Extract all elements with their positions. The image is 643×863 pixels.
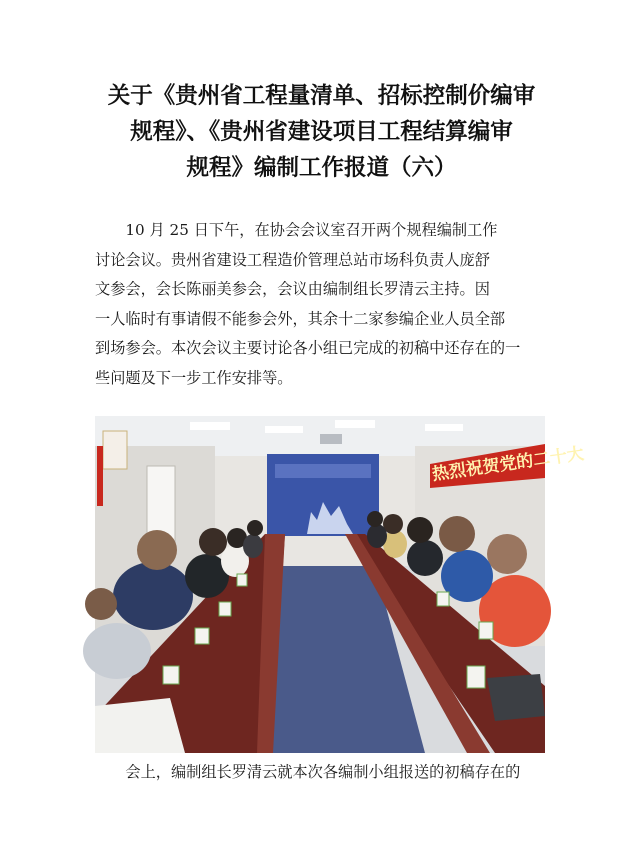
closing-paragraph [95,758,545,788]
article-title [60,78,583,186]
paragraph-line: 到场参会。本次会议主要讨论各小组已完成的初稿中还存在的一 [95,339,521,357]
meeting-photo-illustration [95,416,586,753]
meeting-photo [95,416,586,753]
paragraph-line: 文参会，会长陈丽美参会，会议由编制组长罗清云主持。因 [95,280,490,298]
paragraph-line: 会上，编制组长罗清云就本次各编制小组报送的初稿存在的 [125,763,521,781]
banner-slogan: 热烈祝贺党的二十大 [430,443,586,485]
paragraph-line: 讨论会议。贵州省建设工程造价管理总站市场科负责人庞舒 [95,250,490,269]
intro-paragraph [95,216,545,393]
title-line-2: 规程》、《贵州省建设项目工程结算编审 [130,119,513,145]
paragraph-line: 一人临时有事请假不能参会外，其余十二家参编企业人员全部 [95,309,506,328]
title-line-3: 规程》编制工作报道（六） [186,155,457,181]
title-line-1: 关于《贵州省工程量清单、招标控制价编审 [107,83,536,109]
paragraph-line: 10 月 25 日下午，在协会会议室召开两个规程编制工作 [125,221,498,239]
paragraph-line: 些问题及下一步工作安排等。 [95,368,293,387]
